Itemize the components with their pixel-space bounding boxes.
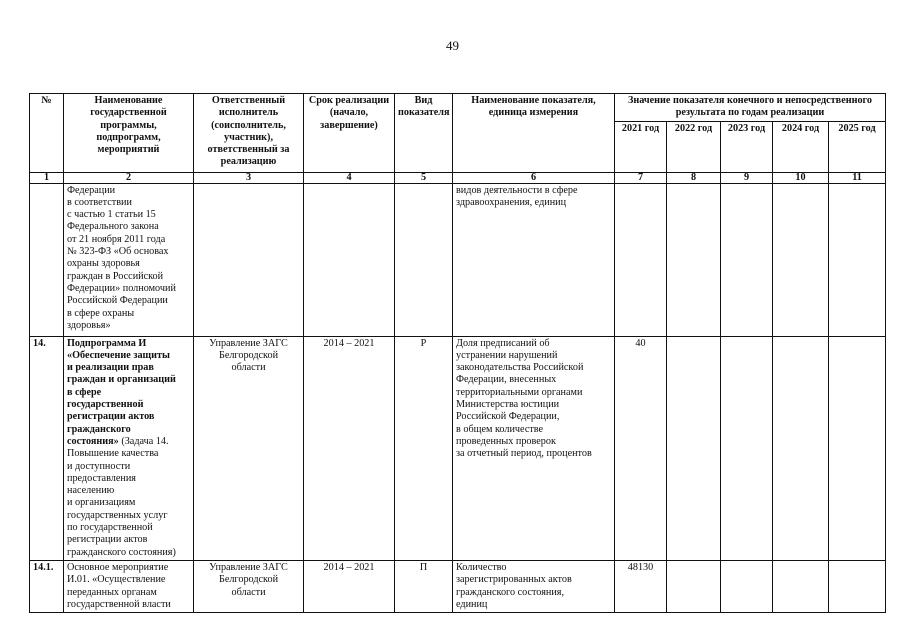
table-row (30, 183, 886, 336)
row-value-2023 (721, 560, 773, 612)
row-number (30, 183, 64, 336)
header-number: № (30, 94, 64, 173)
row-indicator-kind: П (395, 560, 453, 612)
header-year: 2023 год (721, 121, 773, 172)
row-value-2024 (773, 560, 829, 612)
table-row (30, 560, 886, 612)
column-number: 4 (304, 172, 395, 183)
row-program-name-bold: Подпрограмма И «Обеспечение защиты и реализации прав граждан и организаций в сфере государственной регистрации актов гражданского состояния» (67, 337, 176, 447)
row-value-2021: 48130 (615, 560, 667, 612)
row-number: 14.1. (30, 560, 64, 612)
header-program-name: Наименование государственной программы, подпрограмм, мероприятий (64, 94, 194, 173)
row-term (304, 183, 395, 336)
row-indicator-kind: Р (395, 336, 453, 560)
column-number: 2 (64, 172, 194, 183)
row-term: 2014 – 2021 (304, 560, 395, 612)
column-number: 3 (194, 172, 304, 183)
header-values-by-year: Значение показателя конечного и непосредственного результата по годам реализации (615, 94, 886, 122)
header-year: 2021 год (615, 121, 667, 172)
row-executor: Управление ЗАГС Белгородской области (194, 560, 304, 612)
row-number: 14. (30, 336, 64, 560)
column-number: 9 (721, 172, 773, 183)
row-indicator-name: Доля предписаний об устранении нарушений законодательства Российской Федерации, внесенных территориальными органами Министерства юстиции Российской Федерации, в общем количестве проведенных проверок за отчетный период, процентов (453, 336, 615, 560)
row-value-2023 (721, 336, 773, 560)
row-indicator-kind (395, 183, 453, 336)
row-program-name-text: (Задача 14. Повышение качества и доступности предоставления населению и организациям государственных услуг по государственной регистрации актов гражданского состояния) (67, 435, 176, 558)
column-number: 6 (453, 172, 615, 183)
row-value-2021 (615, 183, 667, 336)
header-term: Срок реализации (начало, завершение) (304, 94, 395, 173)
column-number: 5 (395, 172, 453, 183)
indicators-table (29, 93, 886, 613)
column-number: 7 (615, 172, 667, 183)
row-value-2022 (667, 560, 721, 612)
row-value-2023 (721, 183, 773, 336)
row-value-2025 (829, 336, 886, 560)
table-row (30, 336, 886, 560)
header-year: 2024 год (773, 121, 829, 172)
column-number: 1 (30, 172, 64, 183)
header-executor: Ответственный исполнитель (соисполнитель, участник), ответственный за реализацию (194, 94, 304, 173)
row-value-2025 (829, 560, 886, 612)
header-year: 2025 год (829, 121, 886, 172)
row-value-2022 (667, 183, 721, 336)
column-number: 10 (773, 172, 829, 183)
row-value-2022 (667, 336, 721, 560)
header-indicator-kind: Вид показателя (395, 94, 453, 173)
page-number: 49 (446, 38, 459, 53)
header-year: 2022 год (667, 121, 721, 172)
row-executor: Управление ЗАГС Белгородской области (194, 336, 304, 560)
row-indicator-name: Количество зарегистрированных актов гражданского состояния, единиц (453, 560, 615, 612)
column-number: 8 (667, 172, 721, 183)
row-program-name (64, 183, 194, 336)
row-program-name-text: Основное мероприятие И.01. «Осуществление переданных органам государственной власти (67, 561, 171, 610)
row-indicator-name: видов деятельности в сфере здравоохранения, единиц (453, 183, 615, 336)
header-indicator-name: Наименование показателя, единица измерения (453, 94, 615, 173)
row-value-2024 (773, 183, 829, 336)
row-program-name (64, 336, 194, 560)
row-executor (194, 183, 304, 336)
row-value-2024 (773, 336, 829, 560)
row-term: 2014 – 2021 (304, 336, 395, 560)
row-value-2025 (829, 183, 886, 336)
row-program-name (64, 560, 194, 612)
row-value-2021: 40 (615, 336, 667, 560)
column-number: 11 (829, 172, 886, 183)
row-program-name-text: Федерации в соответствии с частью 1 статьи 15 Федерального закона от 21 ноября 2011 года № 323-ФЗ «Об основах охраны здоровья граждан в Российской Федерации» полномочий Российской Федерации в сфере охраны здоровья» (67, 184, 176, 331)
